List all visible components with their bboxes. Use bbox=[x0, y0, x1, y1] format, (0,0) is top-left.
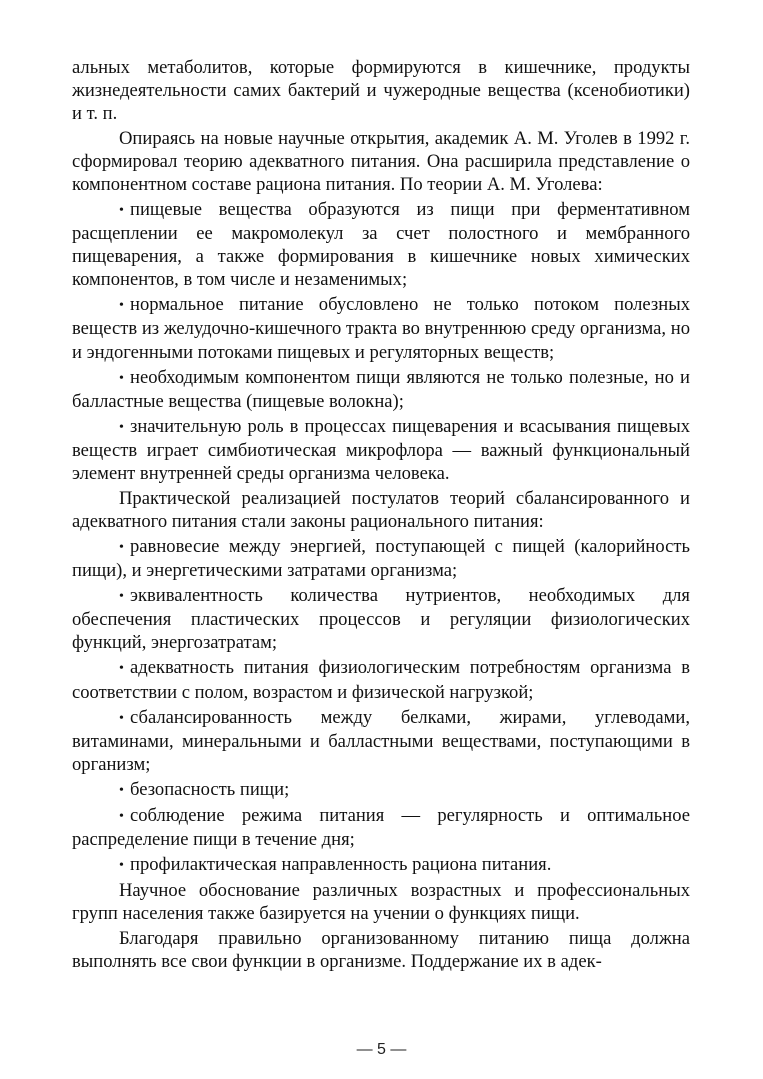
list-item bbox=[72, 366, 690, 413]
list-item-text: профилактическая направленность рациона питания. bbox=[130, 854, 552, 876]
paragraph: Благодаря правильно организованному питанию пища должна выполнять все свои функции в организме. Поддержание их в адек- bbox=[72, 927, 690, 973]
list-item bbox=[72, 293, 690, 364]
bullet-icon: • bbox=[119, 539, 124, 555]
list-item-text: соблюдение режима питания — регулярность и оптимальное распределение пищи в течение дня; bbox=[72, 805, 690, 851]
list-item-text: сбалансированность между белками, жирами, углеводами, витаминами, минеральными и балластными веществами, поступающими в организм; bbox=[72, 706, 690, 776]
list-item-text: значительную роль в процессах пищеварения и всасывания пищевых веществ играет симбиотическая микрофлора — важный функциональный элемент внутренней среды организма человека. bbox=[72, 415, 690, 485]
list-item-text: безопасность пищи; bbox=[130, 779, 290, 801]
bullet-icon: • bbox=[119, 298, 124, 314]
bullet-icon: • bbox=[119, 858, 124, 874]
list-item-text: равновесие между энергией, поступающей с пищей (калорийность пищи), и энергетическими затратами организма; bbox=[72, 535, 690, 582]
bullet-icon: • bbox=[119, 589, 124, 605]
list-item bbox=[72, 535, 690, 582]
list-item bbox=[72, 706, 690, 777]
list-item-text: нормальное питание обусловлено не только потоком полезных веществ из желудочно-кишечного тракта во внутреннюю среду организма, но и эндогенными потоками пищевых и регуляторных веществ; bbox=[72, 294, 690, 363]
list-item-text: эквивалентность количества нутриентов, необходимых для обеспечения пластических процессов и регуляции физиологических функций, энергозатратам; bbox=[72, 585, 690, 654]
bullet-icon: • bbox=[119, 710, 124, 726]
list-item bbox=[72, 656, 690, 703]
bullet-icon: • bbox=[119, 370, 124, 386]
bullet-icon: • bbox=[119, 202, 124, 218]
paragraph: Практической реализацией постулатов теорий сбалансированного и адекватного питания стали законы рационального питания: bbox=[72, 488, 690, 533]
bullet-icon: • bbox=[119, 661, 124, 677]
list-item-text: пищевые вещества образуются из пищи при ферментативном расщеплении ее макромолекул за счет полостного и мембранного пищеварения, а также формирования в кишечнике новых химических компонентов, в том числе и незаменимых; bbox=[72, 198, 690, 291]
paragraph-continued: альных метаболитов, которые формируются в кишечнике, продукты жизнедеятельности самих бактерий и чужеродные вещества (ксенобиотики) и т. п. bbox=[72, 57, 690, 125]
bullet-icon: • bbox=[119, 419, 124, 435]
list-item bbox=[72, 198, 690, 292]
list-item bbox=[72, 853, 690, 877]
page-number: — 5 — bbox=[356, 1041, 407, 1058]
list-item bbox=[72, 415, 690, 486]
page-body bbox=[72, 56, 690, 974]
paragraph: Научное обоснование различных возрастных и профессиональных групп населения также базируется на учении о функциях пищи. bbox=[72, 880, 690, 925]
paragraph: Опираясь на новые научные открытия, академик А. М. Уголев в 1992 г. сформировал теорию адекватного питания. Она расширила представление о компонентном составе рациона питания. По теории А. М. Уголева: bbox=[72, 127, 690, 196]
list-item-text: необходимым компонентом пищи являются не только полезные, но и балластные вещества (пищевые волокна); bbox=[72, 366, 690, 412]
bullet-icon: • bbox=[119, 809, 124, 825]
list-item bbox=[72, 778, 690, 802]
list-item bbox=[72, 584, 690, 655]
list-item bbox=[72, 804, 690, 851]
list-item-text: адекватность питания физиологическим потребностям организма в соответствии с полом, возрастом и физической нагрузкой; bbox=[72, 657, 690, 703]
bullet-icon: • bbox=[119, 783, 124, 799]
